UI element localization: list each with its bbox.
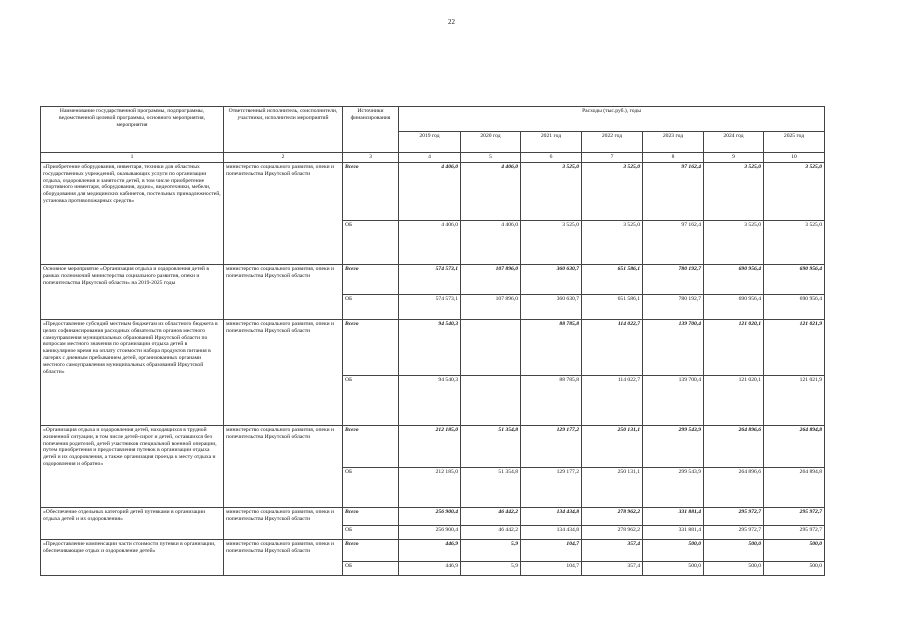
header-year: 2022 год <box>582 132 643 153</box>
header-year: 2025 год <box>764 132 825 153</box>
ob-value: 3 525,0 <box>521 221 582 265</box>
source-ob-label: ОБ <box>343 295 399 320</box>
total-value: 121 021,9 <box>764 320 825 376</box>
column-number: 3 <box>343 153 399 163</box>
ob-value: 331 881,4 <box>643 526 704 540</box>
source-total-label: Всего <box>343 320 399 376</box>
ob-value: 500,0 <box>764 562 825 576</box>
total-value: 446,9 <box>399 540 461 562</box>
ob-value: 256 900,4 <box>399 526 461 540</box>
ob-value: 295 972,7 <box>704 526 764 540</box>
program-name: «Обеспечение отдельных категорий детей путевками в организации отдыха детей и их оздоровления» <box>41 508 224 540</box>
executor-name: министерство социального развития, опеки и попечительства Иркутской области <box>224 320 343 426</box>
total-value: 3 525,0 <box>704 163 764 221</box>
executor-name: министерство социального развития, опеки и попечительства Иркутской области <box>224 265 343 320</box>
ob-value: 690 956,4 <box>764 295 825 320</box>
ob-value: 780 192,7 <box>643 295 704 320</box>
total-value: 5,9 <box>461 540 521 562</box>
ob-value: 264 894,8 <box>764 468 825 508</box>
ob-value: 295 972,7 <box>764 526 825 540</box>
header-executor: Ответственный исполнитель, соисполнители, участники, исполнители мероприятий <box>224 107 343 153</box>
executor-name: министерство социального развития, опеки и попечительства Иркутской области <box>224 540 343 576</box>
program-name: «Предоставление субсидий местным бюджетам из областного бюджета в целях софинансирования расходных обязательств органов местного самоуправления муниципальных образований Иркутской области по вопросам местного значения по организации отдыха детей в каникулярное время на оплату стоимости набора продуктов питания в лагерях с дневным пребыванием детей, организованных органами местного самоуправления муниципальных образований Иркутской области» <box>41 320 224 426</box>
header-year: 2020 год <box>461 132 521 153</box>
source-ob-label: ОБ <box>343 468 399 508</box>
total-value: 3 525,0 <box>764 163 825 221</box>
total-value: 88 785,8 <box>521 320 582 376</box>
ob-value: 121 021,9 <box>764 376 825 426</box>
total-value: 264 896,6 <box>704 426 764 468</box>
total-value: 4 406,0 <box>461 163 521 221</box>
ob-value: 446,9 <box>399 562 461 576</box>
column-number: 2 <box>224 153 343 163</box>
total-value: 4 406,0 <box>399 163 461 221</box>
total-value: 114 022,7 <box>582 320 643 376</box>
total-value: 500,0 <box>764 540 825 562</box>
ob-value: 360 630,7 <box>521 295 582 320</box>
ob-value: 5,9 <box>461 562 521 576</box>
ob-value: 104,7 <box>521 562 582 576</box>
ob-value <box>461 376 521 426</box>
header-source: Источники финансирования <box>343 107 399 153</box>
total-value <box>461 320 521 376</box>
total-value: 134 434,8 <box>521 508 582 526</box>
column-number: 1 <box>41 153 224 163</box>
ob-value: 134 434,8 <box>521 526 582 540</box>
table-row <box>41 540 825 562</box>
ob-value: 357,4 <box>582 562 643 576</box>
header-program: Наименование государственной программы, подпрограммы, ведомственной целевой программы, основного мероприятия, мероприятия <box>41 107 224 153</box>
table-row <box>41 320 825 376</box>
total-value: 121 020,1 <box>704 320 764 376</box>
executor-name: министерство социального развития, опеки и попечительства Иркутской области <box>224 508 343 540</box>
total-value: 690 956,4 <box>764 265 825 295</box>
ob-value: 3 525,0 <box>764 221 825 265</box>
source-ob-label: ОБ <box>343 526 399 540</box>
total-value: 299 543,9 <box>643 426 704 468</box>
ob-value: 121 020,1 <box>704 376 764 426</box>
column-number: 7 <box>582 153 643 163</box>
total-value: 3 525,0 <box>582 163 643 221</box>
total-value: 46 442,2 <box>461 508 521 526</box>
total-value: 212 185,0 <box>399 426 461 468</box>
ob-value: 129 177,2 <box>521 468 582 508</box>
total-value: 651 586,1 <box>582 265 643 295</box>
ob-value: 94 540,3 <box>399 376 461 426</box>
total-value: 129 177,2 <box>521 426 582 468</box>
source-ob-label: ОБ <box>343 562 399 576</box>
ob-value: 264 896,6 <box>704 468 764 508</box>
source-ob-label: ОБ <box>343 376 399 426</box>
ob-value: 4 406,0 <box>461 221 521 265</box>
source-ob-label: ОБ <box>343 221 399 265</box>
ob-value: 651 586,1 <box>582 295 643 320</box>
source-total-label: Всего <box>343 163 399 221</box>
table-row <box>41 426 825 468</box>
table-row <box>41 163 825 221</box>
ob-value: 690 956,4 <box>704 295 764 320</box>
program-name: «Организация отдыха и оздоровления детей, находящихся в трудной жизненной ситуации, в том числе детей-сирот и детей, оставшихся без попечения родителей, детей участников специальной военной операции, путем приобретения и предоставления путевок в организации отдыха детей и их оздоровления, а также организация проезда к месту отдыха и оздоровления и обратно» <box>41 426 224 508</box>
ob-value: 278 962,2 <box>582 526 643 540</box>
total-value: 500,0 <box>704 540 764 562</box>
total-value: 104,7 <box>521 540 582 562</box>
total-value: 51 354,8 <box>461 426 521 468</box>
total-value: 256 900,4 <box>399 508 461 526</box>
source-total-label: Всего <box>343 508 399 526</box>
ob-value: 3 525,0 <box>582 221 643 265</box>
total-value: 278 962,2 <box>582 508 643 526</box>
ob-value: 500,0 <box>704 562 764 576</box>
program-name: «Предоставление компенсации части стоимости путевки в организации, обеспечивающие отдых и оздоровление детей» <box>41 540 224 576</box>
header-expenses: Расходы (тыс.руб.), годы <box>399 107 825 132</box>
total-value: 264 894,8 <box>764 426 825 468</box>
header-year: 2023 год <box>643 132 704 153</box>
ob-value: 500,0 <box>643 562 704 576</box>
total-value: 94 540,3 <box>399 320 461 376</box>
ob-value: 299 543,9 <box>643 468 704 508</box>
total-value: 295 972,7 <box>764 508 825 526</box>
ob-value: 107 896,0 <box>461 295 521 320</box>
ob-value: 88 785,8 <box>521 376 582 426</box>
header-year: 2024 год <box>704 132 764 153</box>
total-value: 107 896,0 <box>461 265 521 295</box>
page-number: 22 <box>448 18 455 26</box>
header-year: 2019 год <box>399 132 461 153</box>
total-value: 360 630,7 <box>521 265 582 295</box>
column-number: 8 <box>643 153 704 163</box>
ob-value: 51 354,8 <box>461 468 521 508</box>
ob-value: 574 573,1 <box>399 295 461 320</box>
program-name: «Приобретение оборудования, инвентаря, техники для областных государственных учреждений, оказывающих услуги по организации отдыха, оздоровления и занятости детей, в том числе приобретение спортивного инвентаря, оборудования, аудио», видеотехники, мебели, оборудования для медицинских кабинетов, постельных принадлежностей, установка противопожарных средств» <box>41 163 224 265</box>
source-total-label: Всего <box>343 540 399 562</box>
column-number: 4 <box>399 153 461 163</box>
executor-name: министерство социального развития, опеки и попечительства Иркутской области <box>224 426 343 508</box>
header-year: 2021 год <box>521 132 582 153</box>
total-value: 574 573,1 <box>399 265 461 295</box>
total-value: 357,4 <box>582 540 643 562</box>
source-total-label: Всего <box>343 426 399 468</box>
ob-value: 4 406,0 <box>399 221 461 265</box>
ob-value: 97 162,4 <box>643 221 704 265</box>
total-value: 331 881,4 <box>643 508 704 526</box>
total-value: 295 972,7 <box>704 508 764 526</box>
table-row <box>41 265 825 295</box>
total-value: 500,0 <box>643 540 704 562</box>
column-number: 5 <box>461 153 521 163</box>
column-number: 10 <box>764 153 825 163</box>
total-value: 250 131,1 <box>582 426 643 468</box>
ob-value: 250 131,1 <box>582 468 643 508</box>
ob-value: 212 185,0 <box>399 468 461 508</box>
ob-value: 46 442,2 <box>461 526 521 540</box>
program-name: Основное мероприятие «Организация отдыха и оздоровления детей в рамках полномочий министерства социального развития, опеки и попечительства Иркутской области» на 2019-2025 годы <box>41 265 224 320</box>
ob-value: 3 525,0 <box>704 221 764 265</box>
ob-value: 114 022,7 <box>582 376 643 426</box>
total-value: 97 162,4 <box>643 163 704 221</box>
total-value: 780 192,7 <box>643 265 704 295</box>
source-total-label: Всего <box>343 265 399 295</box>
column-number: 9 <box>704 153 764 163</box>
budget-table <box>40 106 825 576</box>
total-value: 690 956,4 <box>704 265 764 295</box>
total-value: 3 525,0 <box>521 163 582 221</box>
total-value: 139 700,4 <box>643 320 704 376</box>
ob-value: 139 700,4 <box>643 376 704 426</box>
column-number: 6 <box>521 153 582 163</box>
executor-name: министерство социального развития, опеки и попечительства Иркутской области <box>224 163 343 265</box>
table-row <box>41 508 825 526</box>
